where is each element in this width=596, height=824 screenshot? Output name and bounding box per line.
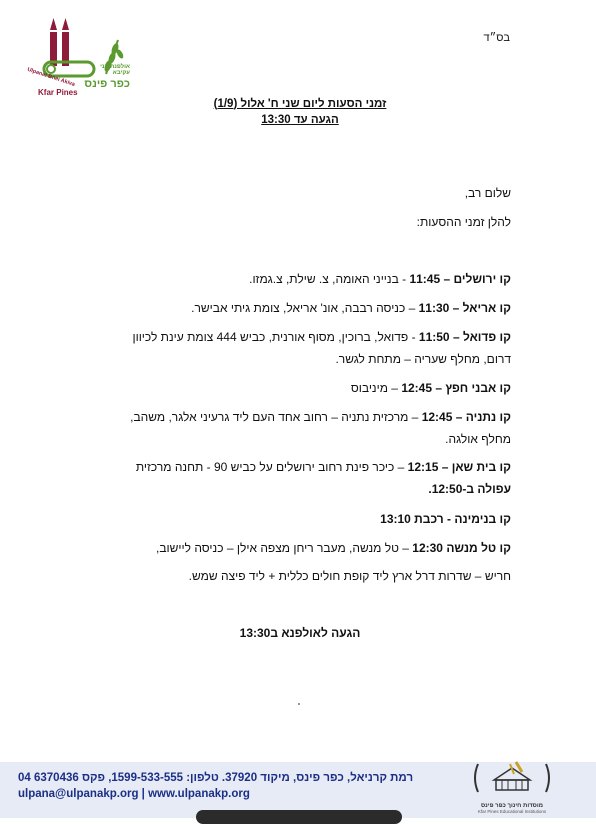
route-stops: - פדואל, ברוכין, מסוף אורנית, כביש 444 צומת עינת לכיוון דרום, מחלף שעריה – מתחת לגשר. <box>132 330 511 366</box>
route-stops: חריש – שדרות דרל ארץ ליד קופת חולים כללית + ליד פיצה שמש. <box>188 569 511 583</box>
institutions-logo <box>470 758 554 816</box>
route-time: קו אריאל – 11:30 <box>418 301 511 315</box>
route-time-afula: עפולה ב-12:50. <box>428 482 511 496</box>
dot-mark <box>298 703 300 705</box>
route-time: קו פדואל – 11:50 <box>418 330 511 344</box>
institutions-name-en: Kfar Pines Educational Institutions <box>477 809 547 814</box>
ulpana-logo <box>26 14 130 106</box>
route-tal-menashe <box>110 537 511 559</box>
route-stops: – טל מנשה, מעבר ריחן מצפה אילן – כניסה ליישוב, <box>156 541 413 555</box>
page-title: זמני הסעות ליום שני ח' אלול (1/9) <box>213 98 387 110</box>
route-stops: – כניסה רבבה, אונ' אריאל, צומת גיתי אבישר. <box>191 301 419 315</box>
page-subtitle: הגעה עד 13:30 <box>261 114 339 126</box>
logo-text-en: Ulpanat Bnei Akiva <box>26 66 76 88</box>
route-binyamina <box>110 508 511 530</box>
route-harish <box>110 565 511 587</box>
building-icon <box>470 758 554 798</box>
route-jerusalem <box>110 268 511 290</box>
route-stops: – מרכזית נתניה – רחוב אחד העם ליד גרעיני אלגר, משהב, מחלף אולגה. <box>130 410 511 446</box>
route-pduel <box>110 326 511 370</box>
route-stops: - בנייני האומה, צ. שילת, צ.גמזו. <box>249 272 410 286</box>
institutions-name-he: מוסדות חינוך כפר פינס <box>480 803 544 809</box>
route-time: קו בנימינה - רכבת 13:10 <box>380 512 511 526</box>
route-avnei-hefetz <box>110 377 511 399</box>
route-time: קו בית שאן – 12:15 <box>407 460 511 474</box>
route-stops: – כיכר פינת רחוב ירושלים על כביש 90 - תחנה מרכזית <box>135 460 408 474</box>
bsd-heading: בס״ד <box>483 32 510 44</box>
intro-line: להלן זמני ההסעות: <box>416 215 511 229</box>
route-ariel <box>110 297 511 319</box>
logo-name-en: Kfar Pines <box>38 88 78 97</box>
route-time: קו אבני חפץ – 12:45 <box>401 381 511 395</box>
route-time: קו נתניה – 12:45 <box>421 410 511 424</box>
logo-text-he: אולפנת בני עקיבא <box>100 64 130 76</box>
greeting: שלום רב, <box>464 186 511 200</box>
route-beit-shean <box>110 456 511 500</box>
viewer-toolbar[interactable] <box>196 810 402 824</box>
route-time: קו ירושלים – 11:45 <box>409 272 511 286</box>
arrival-time: הגעה לאולפנא ב13:30 <box>239 626 361 640</box>
route-stops: – מיניבוס <box>350 381 402 395</box>
footer-contact: ulpana@ulpanakp.org | www.ulpanakp.org <box>18 788 250 800</box>
footer-address: 04 6370436 רמת קרניאל, כפר פינס, מיקוד 37920. טלפון: 1599-533-555, פקס <box>18 772 414 784</box>
logo-name-he: כפר פינס <box>84 78 130 90</box>
route-netanya <box>110 406 511 450</box>
route-time: קו טל מנשה 12:30 <box>412 541 511 555</box>
